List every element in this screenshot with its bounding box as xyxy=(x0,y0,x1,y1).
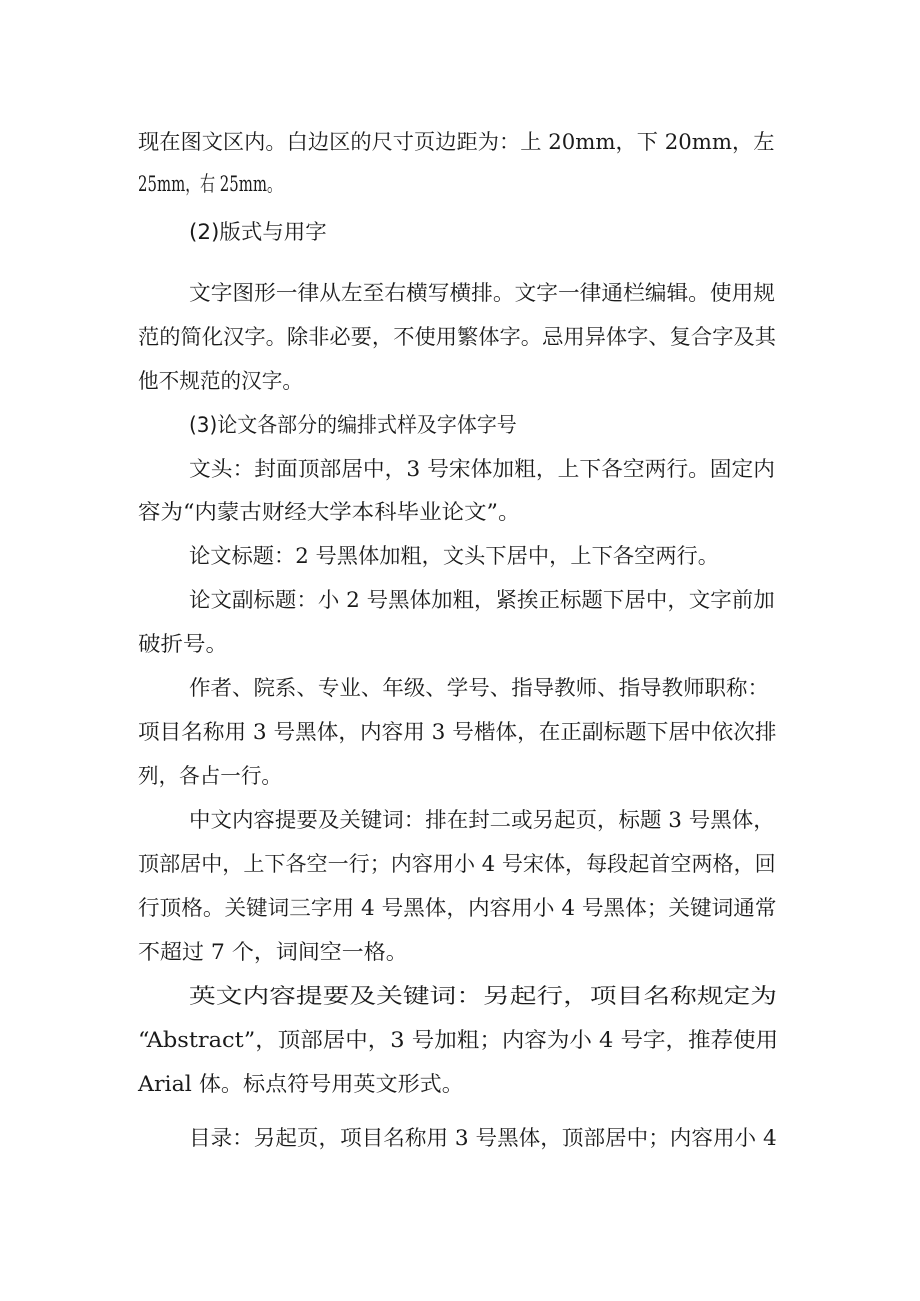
text-line xyxy=(0,492,920,532)
text-line-21: 目录：另起页，项目名称用 3 号黑体，顶部居中；内容用小 4 xyxy=(189,1126,777,1150)
text-line xyxy=(0,1064,920,1104)
text-line xyxy=(0,164,920,204)
text-line-19: “Abstract”，顶部居中，3 号加粗；内容为小 4 号字，推荐使用 xyxy=(138,1028,779,1052)
text-line xyxy=(0,1118,920,1158)
text-line xyxy=(0,449,920,489)
text-line xyxy=(0,756,920,796)
section-heading xyxy=(0,212,920,252)
text-line xyxy=(0,976,920,1016)
text-line-7: 容为“内蒙古财经大学本科毕业论文”。 xyxy=(138,500,521,524)
text-line-1: 现在图文区内。白边区的尺寸页边距为：上 20mm，下 20mm，左 xyxy=(138,130,775,154)
text-line xyxy=(0,273,920,313)
text-line xyxy=(0,888,920,928)
text-line xyxy=(0,122,920,162)
section-heading-3: (3)论文各部分的编排式样及字体字号 xyxy=(189,413,517,437)
text-line-8: 论文标题：2 号黑体加粗，文头下居中，上下各空两行。 xyxy=(189,544,720,568)
text-line-10: 破折号。 xyxy=(138,632,228,656)
text-line xyxy=(0,712,920,752)
text-line xyxy=(0,844,920,884)
text-line-18: 英文内容提要及关键词：另起行，项目名称规定为 xyxy=(189,984,777,1008)
text-line-3: 文字图形一律从左至右横写横排。文字一律通栏编辑。使用规 xyxy=(189,281,775,305)
text-line-20: Arial 体。标点符号用英文形式。 xyxy=(138,1072,464,1096)
text-line xyxy=(0,800,920,840)
text-line-12: 项目名称用 3 号黑体，内容用 3 号楷体，在正副标题下居中依次排 xyxy=(138,720,777,744)
text-line xyxy=(0,624,920,664)
text-line xyxy=(0,932,920,972)
text-line-2: 25mm，右 25mm。 xyxy=(138,172,282,196)
text-line-16: 行顶格。关键词三字用 4 号黑体，内容用小 4 号黑体；关键词通常 xyxy=(138,896,777,920)
text-line-15: 顶部居中，上下各空一行；内容用小 4 号宋体，每段起首空两格，回 xyxy=(138,852,776,876)
text-line-5: 他不规范的汉字。 xyxy=(138,369,303,393)
text-line-9: 论文副标题：小 2 号黑体加粗，紧挨正标题下居中，文字前加 xyxy=(189,588,775,612)
section-heading-2: (2)版式与用字 xyxy=(189,220,327,244)
text-line-13: 列，各占一行。 xyxy=(138,764,282,788)
text-line-6: 文头：封面顶部居中，3 号宋体加粗，上下各空两行。固定内 xyxy=(189,457,776,481)
text-line xyxy=(0,1020,920,1060)
text-line xyxy=(0,361,920,401)
section-heading xyxy=(0,405,920,445)
text-line xyxy=(0,668,920,708)
text-line-4: 范的简化汉字。除非必要，不使用繁体字。忌用异体字、复合字及其 xyxy=(138,325,776,349)
text-line-17: 不超过 7 个，词间空一格。 xyxy=(138,940,408,964)
text-line-11: 作者、院系、专业、年级、学号、指导教师、指导教师职称： xyxy=(189,676,769,700)
text-line-14: 中文内容提要及关键词：排在封二或另起页，标题 3 号黑体， xyxy=(189,808,775,832)
text-line xyxy=(0,580,920,620)
text-line xyxy=(0,536,920,576)
text-line xyxy=(0,317,920,357)
